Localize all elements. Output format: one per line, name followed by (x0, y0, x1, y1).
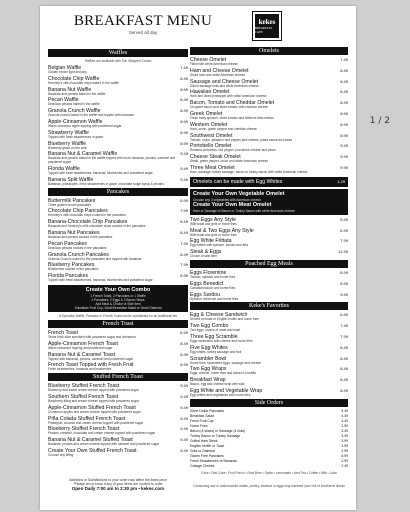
logo-wordmark: kekes (258, 17, 276, 26)
menu-item-name: Egg White Frittata (190, 238, 232, 245)
menu-item-name: Two Egg Wraps (190, 366, 227, 373)
section-band-french-toast: French Toast (48, 320, 188, 328)
menu-item-price: 8.99 (340, 387, 348, 393)
side-order-name: Cottage Cheese (190, 463, 215, 468)
menu-item-name: Steak & Eggs (190, 249, 222, 256)
menu-item-name: Banana Nut Waffle (48, 86, 92, 93)
menu-item-description: Hershey's milk chocolate chips cooked in the pancakes (48, 213, 126, 218)
combo-note: A Specialty Waffle, Pancake or French Toast can be substituted for an additional fee (58, 313, 178, 318)
menu-item-price: 8.49 (180, 251, 188, 257)
menu-item-description: Filled with white American cheese (190, 62, 238, 66)
menu-item-price: 8.99 (180, 86, 188, 92)
page-subtitle: Served all day (128, 30, 158, 35)
menu-item-price: 11.99 (338, 249, 348, 255)
left-footer (48, 478, 188, 491)
menu-item-price: 8.49 (180, 75, 188, 81)
side-order-price: 6.99 (341, 453, 348, 458)
menu-item-name: Breakfast Wrap (190, 377, 226, 384)
menu-item-name: Blueberry Stuffed French Toast (48, 383, 120, 390)
menu-item-name: Two Egg Combo (190, 323, 229, 330)
menu-item-price: 9.99 (340, 164, 348, 170)
menu-item-price: 8.99 (340, 280, 348, 286)
menu-item-price: 9.99 (340, 154, 348, 160)
section-band-waffles: Waffles (48, 49, 188, 57)
menu-item-name: Banana Nut & Caramel Waffle (48, 151, 118, 158)
menu-item-description: Topped with fresh strawberries, bananas, blueberries and powdered sugar (48, 278, 153, 283)
omelet-list (190, 57, 348, 175)
side-order-name: Grits or Oatmeal (190, 448, 215, 453)
menu-item-description: Topped with fresh strawberries, bananas, blueberries and powdered sugar (48, 170, 153, 175)
menu-item-price: 8.49 (340, 355, 348, 361)
menu-item-price: 8.99 (180, 129, 188, 135)
menu-item-name: Southern Stuffed French Toast (48, 393, 119, 400)
menu-item-description: Chopped bacon and diced tomato with cheddar cheese (190, 105, 268, 110)
side-order-price: 2.49 (341, 463, 348, 468)
menu-item-price: 8.49 (180, 219, 188, 225)
menu-item-description: Blueberry and sweet cream cheese topped with powdered sugar (48, 388, 139, 393)
menu-item-name: Piña Colada Stuffed French Toast (48, 415, 126, 422)
egg-white-label: Omelets can be made with Egg Whites (193, 178, 283, 185)
combo-line: 2 Pancakes, 2 Eggs & 2 Bacon Strips (91, 297, 145, 302)
menu-item-description: Blueberry glaze on the side (48, 145, 87, 150)
menu-item-description: Three golden brown pancakes (48, 202, 91, 207)
menu-item-name: Banana Split Waffle (48, 176, 94, 183)
poached-list (190, 270, 348, 301)
menu-item-description: Roasted portobello, red pepper, provolone cheese and pesto (190, 148, 276, 153)
menu-item-price: 8.49 (180, 97, 188, 103)
page-indicator: 1 / 2 (369, 116, 390, 126)
section-band-omelets: Omelets (190, 47, 348, 55)
side-order-price: 3.49 (341, 428, 348, 433)
menu-item-price: 7.99 (180, 262, 188, 268)
menu-page (40, 6, 356, 510)
menu-item-price: 9.49 (180, 151, 188, 157)
menu-item-name: Florida Waffle (48, 165, 80, 172)
menu-item-name: Eggs Sardou (190, 291, 220, 298)
menu-item-name: Cheese Steak Omelet (190, 154, 241, 161)
logo-subtext: BREAKFAST CAFE (255, 25, 273, 34)
menu-item-description: Two eggs, choice of meat and toast (190, 328, 241, 333)
side-order-price: 3.49 (341, 433, 348, 438)
menu-item-name: Five Egg Whites (190, 344, 228, 351)
section-band-pancakes: Pancakes (48, 188, 188, 196)
side-order-row (190, 464, 348, 469)
side-order-price: 2.99 (341, 448, 348, 453)
side-order-price: 3.49 (341, 418, 348, 423)
menu-item-price: 8.49 (340, 366, 348, 372)
menu-item-description: Blueberries cooked in the pancakes (48, 267, 99, 272)
menu-item-description: Delicious pecans cooked in the pancakes (48, 245, 107, 250)
menu-item-name: Apple-Cinnamon French Toast (48, 340, 118, 347)
menu-item-name: Portobello Omelet (190, 143, 232, 150)
menu-item-name: Pecan Waffle (48, 97, 79, 104)
menu-item-description: Hershey's milk chocolate chips baked in the waffle (48, 80, 119, 85)
menu-item-name: Strawberry Waffle (48, 129, 89, 136)
menu-item-description: Bananas and Hershey's milk chocolate chips cooked in the pancakes (48, 224, 146, 229)
menu-item-description: Fresh strawberries, bananas and blueberries (48, 367, 112, 372)
menu-item-description: Cinnamon apples and cream cheese topped with powdered sugar (48, 409, 141, 414)
menu-item-price: 7.49 (180, 65, 188, 70)
menu-item-name: Blueberry Waffle (48, 140, 87, 147)
menu-item-description: Bananas, pecans and cream cheese topped with caramel and powdered sugar (48, 442, 160, 447)
menu-item-name: Egg White and Vegetable Wrap (190, 387, 263, 394)
menu-item-price: 7.99 (340, 238, 348, 244)
menu-item-name: Chocolate Chip Waffle (48, 75, 100, 82)
menu-item-price: 8.99 (340, 132, 348, 138)
menu-item-price: 8.99 (180, 118, 188, 124)
menu-item-name: Egg & Cheese Sandwich (190, 312, 248, 319)
menu-item-description: Granola Crunch cooked in the pancakes and topped with bananas (48, 256, 142, 261)
side-order-name: Silver Dollar Pancakes (190, 408, 225, 413)
side-order-name: Grilled Ham Steak (190, 438, 218, 443)
menu-item-price: 6.99 (180, 329, 188, 335)
menu-item-description: Granola crunch baked in the waffle and topped with bananas (48, 113, 134, 118)
side-order-name: Home Fries (190, 423, 208, 428)
menu-item-name: Buttermilk Pancakes (48, 197, 96, 204)
menu-item-price: 9.49 (180, 447, 188, 453)
menu-item-name: French Toast Topped with Fresh Fruit (48, 362, 134, 369)
menu-item-description: Bananas and pecans baked in the waffle topped with more bananas, pecans, caramel and powdered sugar (48, 156, 176, 165)
menu-item-description: Topped with fresh strawberries in glaze (48, 134, 104, 139)
menu-item-name: Blueberry Stuffed French Toast (48, 426, 120, 433)
side-order-name: Fresh Fruit Cup (190, 418, 214, 423)
menu-item-description: Tomato, spinach and home fries (190, 274, 236, 279)
menu-item-description: Canadian bacon and home fries (190, 285, 236, 290)
menu-item-price: 8.99 (340, 269, 348, 275)
sides-list (190, 409, 348, 469)
menu-item-description: With toast and grits or home fries (190, 221, 237, 226)
menu-item-description: Egg whites and vegetables with home fries (190, 392, 251, 397)
menu-item-name: Scrambler Bowl (190, 355, 227, 362)
menu-item-description: Warm cinnamon topping and powdered sugar (48, 345, 113, 350)
side-order-name: Gluten Free Pancakes (190, 453, 224, 458)
menu-item-price: 8.49 (340, 78, 348, 84)
menu-item-description: Egg whites with spinach, tomato and feta (190, 243, 248, 248)
egg-list (190, 217, 348, 259)
menu-item-name: Chocolate Chip Pancakes (48, 208, 108, 215)
menu-item-price: 9.49 (340, 143, 348, 149)
menu-item-description: Delicious pecans baked in the waffle (48, 102, 100, 107)
menu-item-description: Fresh baby spinach, diced tomato and Athenos feta cheese (190, 115, 274, 120)
side-order-price: 4.49 (341, 413, 348, 418)
menu-item-description: Pineapple, coconut and cream cheese topped with powdered sugar (48, 420, 144, 425)
footer-hours: Open Daily 7:00 am to 2:30 pm • kekes.com (71, 485, 165, 491)
kekes-logo (252, 11, 282, 41)
create-veg-omelet-title: Create Your Own Vegetable Omelet (193, 190, 285, 197)
menu-item-name: Three Egg Scramble (190, 333, 238, 340)
menu-item-name: Southwest Omelet (190, 132, 233, 139)
create-meat-omelet-desc: Ham or Sausage or Bacon or Turkey Bacon with white American cheese (193, 208, 295, 213)
combo-line: 1 French Toast, 2 Pancakes or 1 Waffle (90, 293, 146, 298)
menu-item-price: 7.49 (340, 57, 348, 62)
section-band-favorites: Keke's Favorites (190, 302, 348, 310)
egg-white-price: 1.29 (337, 178, 345, 184)
menu-item-description: Ham, onion, green pepper and cheddar cheese (190, 126, 257, 131)
footer-disclaimer: Consuming raw or undercooked meats, poultry, seafood or eggs may increase your risk of foodborne illness (193, 484, 345, 488)
side-order-name: English Muffin or Toast (190, 443, 225, 448)
menu-item-description: Texas thick slice sprinkled with powdered sugar and cinnamon (48, 334, 136, 339)
menu-item-description: Bananas and pecans cooked in the pancakes (48, 234, 113, 239)
side-order-price: 2.99 (341, 458, 348, 463)
menu-item-price: 9.49 (180, 176, 188, 182)
menu-item-name: Granola Crunch Pancakes (48, 251, 109, 258)
menu-item-description: Raspberry filling and cream cheese topped with powdered sugar (48, 398, 139, 403)
menu-item-description: Choice of side item (190, 254, 218, 259)
menu-item-price: 8.99 (340, 121, 348, 127)
menu-item-price: 8.99 (180, 140, 188, 146)
section-band-poached: Poached Egg Meals (190, 260, 348, 268)
menu-item-description: Egg whites, turkey sausage and fruit (190, 349, 242, 354)
create-meat-omelet-title: Create Your Own Meat Omelet (193, 201, 272, 208)
combo-line: Substitute Fruit Cup, Small Breakfast Salad or Small Oatmeal (74, 305, 162, 310)
menu-item-price: 8.49 (340, 377, 348, 383)
menu-item-name: Sausage and Cheese Omelet (190, 78, 259, 85)
menu-item-price: 8.99 (180, 351, 188, 357)
menu-item-price: 7.99 (340, 333, 348, 339)
pancake-list (48, 198, 188, 283)
menu-item-description: Eggs, cheese, home fries and salsa in a tortilla (190, 371, 256, 376)
drinks-line: Coke • Diet Coke • Fruit Punch • Root Beer • Sprite • Lemonade • Iced Tea • Coffee • Milk • Juice (201, 470, 337, 475)
menu-item-price: 6.99 (340, 227, 348, 233)
menu-item-description: Ham, sausage, turkey sausage, bacon or turkey bacon with white American cheese (190, 169, 308, 174)
menu-item-name: Granola Crunch Waffle (48, 108, 101, 115)
menu-item-name: Bacon, Tomato and Cheddar Omelet (190, 100, 275, 107)
menu-item-price: 9.49 (180, 415, 188, 421)
french-toast-list (48, 330, 188, 372)
right-column (190, 46, 348, 477)
menu-item-name: Ham and Cheese Omelet (190, 67, 249, 74)
combo-line: Add Meat & Choice of Side Item (95, 301, 141, 306)
menu-item-price: 9.49 (180, 393, 188, 399)
menu-item-price: 8.49 (340, 344, 348, 350)
menu-item-name: Blueberry Pancakes (48, 262, 95, 269)
menu-item-name: Apple-Cinnamon Waffle (48, 118, 103, 125)
menu-item-price: 9.49 (180, 426, 188, 432)
combo-box (48, 285, 188, 312)
right-footer (190, 484, 348, 488)
menu-item-name: Western Omelet (190, 121, 228, 128)
menu-item-price: 8.49 (180, 229, 188, 235)
menu-item-description: Choose any filling (48, 452, 74, 457)
menu-item-price: 8.99 (180, 108, 188, 114)
menu-item-description: Golden brown light and airy (48, 70, 87, 74)
menu-item-price: 8.49 (340, 89, 348, 95)
favorites-list (190, 312, 348, 397)
menu-item-name: Hawaiian Omelet (190, 89, 230, 96)
menu-item-description: Topped with bananas, pecans, caramel and powdered sugar (48, 356, 134, 361)
menu-item-name: Cheese Omelet (190, 57, 227, 63)
menu-item-name: Three Meat Omelet (190, 164, 235, 171)
menu-item-name: Greek Omelet (190, 110, 223, 117)
menu-item-description: Eggs scrambled with cheese and home fries (190, 338, 253, 343)
menu-item-name: Create Your Own Stuffed French Toast (48, 447, 137, 454)
menu-item-description: Pecans, caramel, chocolate and cream cheese topped with powdered sugar (48, 431, 156, 436)
section-band-stuffed-french-toast: Stuffed French Toast (48, 373, 188, 381)
egg-white-box (190, 177, 348, 187)
menu-item-name: Banana Nut Pancakes (48, 229, 100, 236)
menu-item-description: Warm cinnamon apple topping with powdered sugar (48, 123, 122, 128)
menu-item-description: Steak, green pepper, onion and white American cheese (190, 159, 269, 164)
menu-item-price: 7.49 (340, 323, 348, 329)
menu-item-name: Banana Nut & Caramel Stuffed Toast (48, 437, 133, 444)
section-band-sides: Side Orders (190, 399, 348, 407)
menu-item-name: Banana Nut & Caramel Toast (48, 351, 116, 358)
menu-item-description: Bananas and pecans baked in the waffle (48, 91, 106, 96)
side-order-price: 3.99 (341, 438, 348, 443)
menu-item-price: 5.49 (340, 216, 348, 222)
menu-item-name: Meat & Two Eggs Any Style (190, 227, 254, 234)
combo-title: Create Your Own Combo (85, 286, 151, 293)
menu-item-price: 9.49 (340, 291, 348, 297)
side-order-name: Breakfast Salad (190, 413, 214, 418)
menu-item-price: 9.49 (180, 165, 188, 171)
side-order-price: 1.99 (341, 443, 348, 448)
menu-item-price: 8.99 (180, 273, 188, 279)
waffle-list (48, 65, 188, 187)
menu-item-description: Tomato, onion, jalapeno and pepper jack cheese, pasta sauce and salsa (190, 137, 293, 142)
menu-item-description: Ham and diced pineapple with white American cheese (190, 94, 267, 99)
menu-item-name: Banana-Chocolate Chip Pancakes (48, 219, 128, 226)
menu-item-price: 7.99 (180, 208, 188, 214)
menu-item-name: Florida Pancakes (48, 273, 89, 280)
menu-item-name: French Toast (48, 329, 78, 336)
menu-item-name: Belgian Waffle (48, 65, 82, 71)
menu-item-description: Spinach, artichoke and home fries (190, 296, 239, 301)
menu-item-name: Eggs Benedict (190, 280, 224, 287)
menu-item-price: 8.99 (340, 110, 348, 116)
left-column (48, 48, 188, 459)
side-order-name: Turkey Bacon or Turkey Sausage (190, 433, 241, 438)
menu-item-price: 9.49 (180, 437, 188, 443)
menu-item-price: 8.49 (340, 67, 348, 73)
create-veg-omelet-desc: Choose any 3 vegetables with American cheese (193, 197, 261, 202)
menu-item-description: Bananas, pineapples, fresh strawberries in glaze, chocolate fudge syrup & pecans (48, 181, 164, 186)
side-order-name: Fresh Strawberries or Bananas (190, 458, 237, 463)
menu-item-name: Apple-Cinnamon Stuffed French Toast (48, 404, 136, 411)
menu-item-description: With toast and grits or home fries (190, 232, 237, 237)
menu-item-description: Served on toast or English muffin and home fries (190, 317, 259, 322)
menu-item-price: 9.49 (180, 404, 188, 410)
menu-item-price: 7.99 (180, 240, 188, 246)
menu-item-price: 6.49 (340, 312, 348, 318)
menu-item-price: 6.99 (180, 197, 188, 203)
menu-header (48, 12, 238, 46)
menu-item-name: Pecan Pancakes (48, 240, 87, 247)
side-order-price: 3.49 (341, 408, 348, 413)
menu-item-price: 9.49 (180, 383, 188, 389)
menu-item-description: Bacon, egg and cheese wrap with side (190, 382, 245, 387)
menu-item-description: Sliced sausage links and white American cheese (190, 83, 259, 88)
menu-item-price: 8.99 (180, 362, 188, 368)
side-order-price: 2.99 (341, 423, 348, 428)
footer-line: Additions or Substitutions to your order may affect the listed price (69, 478, 167, 482)
create-omelet-box (190, 189, 348, 215)
waffle-note: Waffles are available with Sun Whipped Cream (84, 59, 152, 63)
menu-item-description: Diced ham and white American cheese (190, 72, 246, 77)
footer-line: *Please let us know if any of your items are cooked to order (73, 482, 163, 487)
side-order-name: Bacon (4 slices) or Sausage (4 links) (190, 428, 246, 433)
stuffed-toast-list (48, 383, 188, 458)
menu-item-name: Two Eggs Any Style (190, 216, 236, 223)
menu-item-price: 8.99 (340, 100, 348, 106)
menu-item-price: 8.49 (180, 340, 188, 346)
menu-item-description: Home fries, scrambled eggs, sausage and cheese (190, 360, 261, 365)
menu-item-name: Eggs Florentine (190, 269, 227, 276)
page-title: BREAKFAST MENU (73, 13, 213, 29)
